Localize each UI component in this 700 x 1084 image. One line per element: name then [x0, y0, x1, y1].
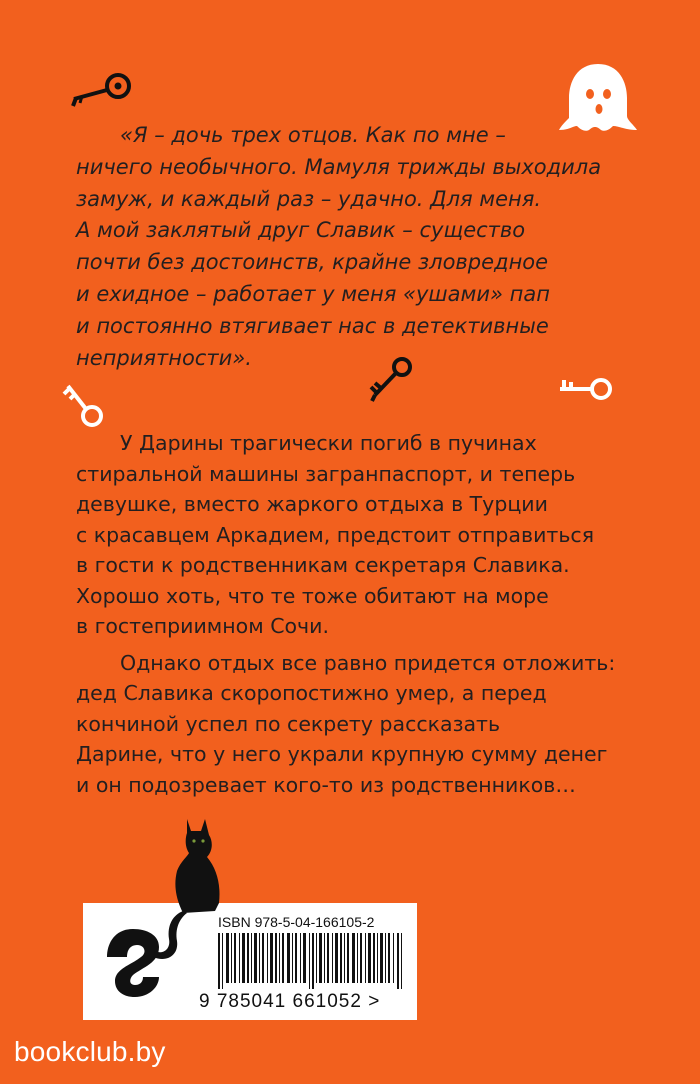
description-paragraph — [76, 648, 646, 801]
description — [76, 428, 646, 800]
text-line: в гостеприимном Сочи. — [76, 614, 329, 638]
cat-icon — [143, 815, 225, 965]
key-icon — [60, 378, 106, 430]
text-line: дед Славика скоропостижно умер, а перед — [76, 681, 547, 705]
text-line: кончиной успел по секрету рассказать — [76, 711, 501, 736]
text-line: с красавцем Аркадием, предстоит отправиться — [76, 522, 595, 547]
isbn-text: ISBN 978-5-04-166105-2 — [218, 914, 375, 930]
key-icon — [556, 374, 616, 406]
quote-block — [76, 120, 636, 374]
text-line: стиральной машины загранпаспорт, и теперь — [76, 461, 576, 486]
quote-line: почти без достоинств, крайне зловредное — [76, 250, 549, 275]
text-line: Однако отдых все равно придется отложить: — [120, 650, 616, 675]
site-watermark: bookclub.by — [14, 1036, 166, 1067]
barcode-number: 9 785041 661052 > — [199, 991, 381, 1012]
text-line: Дарине, что у него украли крупную сумму денег — [76, 742, 608, 766]
key-icon — [66, 72, 134, 108]
barcode-panel — [83, 903, 417, 1020]
barcode — [218, 933, 408, 989]
quote-line: А мой заклятый друг Славик – существо — [76, 218, 526, 243]
quote-line: ничего необычного. Мамуля трижды выходила — [76, 154, 602, 179]
quote-line: и постоянно втягивает нас в детективные — [76, 313, 549, 338]
text-line: и он подозревает кого-то из родственников… — [76, 772, 576, 797]
text-line: У Дарины трагически погиб в пучинах — [120, 431, 537, 455]
key-icon — [365, 355, 415, 405]
quote-line: «Я – дочь трех отцов. Как по мне – — [120, 123, 506, 147]
quote-line: и ехидное – работает у меня «ушами» пап — [76, 281, 550, 306]
quote-line: неприятности». — [76, 345, 252, 370]
description-paragraph — [76, 428, 646, 642]
text-line: Хорошо хоть, что те тоже обитают на море — [76, 583, 549, 608]
text-line: девушке, вместо жаркого отдыха в Турции — [76, 492, 548, 516]
quote-line: замуж, и каждый раз – удачно. Для меня. — [76, 186, 542, 211]
text-line: в гости к родственникам секретаря Славика. — [76, 553, 570, 577]
